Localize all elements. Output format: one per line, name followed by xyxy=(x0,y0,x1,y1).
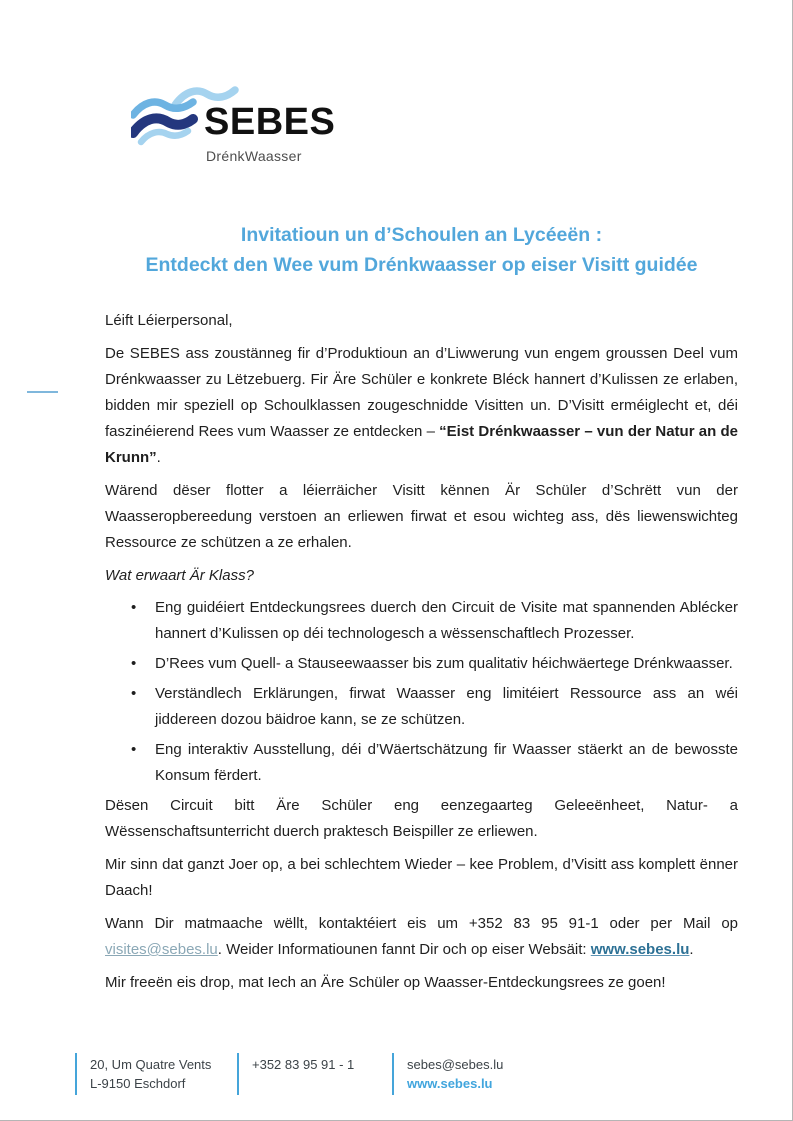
intro-text: De SEBES ass zoustänneg fir d’Produktioun an d’Liwwerung vun engem groussen Deel vum Drénkwaasser zu Lëtzebuerg. Fir Äre Schüler e konkrete Bléck hannert d’Kulissen ze erlaben, bidden mir speziell op Schoulklassen zougeschnidde Visitten un. D’Visitt erméiglecht et, déi faszinéierend Rees vum Waasser ze entdecken – xyxy=(105,345,738,440)
letter-body xyxy=(105,308,738,1003)
footer-phone xyxy=(237,1053,392,1095)
closing-paragraph: Mir freeën eis drop, mat Iech an Äre Schüler op Waasser-Entdeckungsrees ze goen! xyxy=(105,974,666,991)
list-item-text: Eng interaktiv Ausstellung, déi d’Wäertschätzung fir Waasser stäerkt an de bewosste Konsum fërdert. xyxy=(155,741,738,784)
contact-text-before: Wann Dir matmaache wëllt, kontaktéiert eis um +352 83 95 91-1 oder per Mail op xyxy=(105,915,738,932)
document-title-line1: Invitatioun un d’Schoulen an Lycéeën : xyxy=(240,224,603,246)
intro-bold-quote: “Eist Drénkwaasser – vun der Natur an de Krunn” xyxy=(105,423,739,466)
logo-brand-text: SEBES xyxy=(204,101,336,143)
list-item-text: Eng guidéiert Entdeckungsrees duerch den Circuit de Visite mat spannenden Ablécker hannert d’Kulissen op déi technologesch a wëssenschaftlech Prozesser. xyxy=(155,599,738,642)
list-item xyxy=(105,681,738,733)
highlights-list xyxy=(105,595,738,789)
footer-address-line2: L-9150 Eschdorf xyxy=(90,1076,186,1091)
document-title xyxy=(105,220,738,280)
document-title-line2: Entdeckt den Wee vum Drénkwaasser op eiser Visitt guidée xyxy=(145,254,698,276)
list-item-text: Verständlech Erklärungen, firwat Waasser eng limitéiert Ressource ass an wéi jiddereen dozou bäidroe kann, se ze schützen. xyxy=(155,685,738,728)
email-link[interactable]: visites@sebes.lu xyxy=(105,941,218,958)
margin-dash xyxy=(27,391,58,393)
website-link[interactable]: www.sebes.lu xyxy=(590,941,690,958)
footer-phone-number: +352 83 95 91 - 1 xyxy=(252,1057,355,1072)
footer-contact xyxy=(392,1053,503,1095)
footer-website-link[interactable]: www.sebes.lu xyxy=(407,1076,493,1091)
wave-medium xyxy=(133,102,193,115)
opening-hours-paragraph: Mir sinn dat ganzt Joer op, a bei schlechtem Wieder – kee Problem, d’Visitt ass komplett ënner Daach! xyxy=(105,856,738,899)
visit-paragraph: Wärend dëser flotter a léierräicher Visitt kënnen Är Schüler d’Schrëtt vun der Waasseropbereedung verstoen an erliewen firwat et esou wichteg ass, dës liewenswichteg Ressource ze schützen a ze erhalen. xyxy=(105,482,738,551)
list-item xyxy=(105,651,738,677)
list-item xyxy=(105,737,738,789)
list-item-text: D’Rees vum Quell- a Stauseewaasser bis zum qualitativ héichwäertege Drénkwaasser. xyxy=(155,655,733,672)
contact-text-between: . Weider Informatiounen fannt Dir och op eiser Websäit: xyxy=(217,941,591,958)
intro-paragraph xyxy=(105,341,738,471)
footer-address-line1: 20, Um Quatre Vents xyxy=(90,1057,212,1072)
sebes-logo xyxy=(131,84,371,170)
list-item xyxy=(105,595,738,647)
footer xyxy=(75,1053,503,1095)
wave-bottom-light xyxy=(141,131,188,142)
class-question: Wat erwaart Är Klass? xyxy=(105,567,254,584)
circuit-paragraph: Dësen Circuit bitt Äre Schüler eng eenzegaarteg Geleeënheet, Natur- a Wëssenschaftsunterricht duerch praktesch Beispiller ze erliewen. xyxy=(105,797,738,840)
contact-period: . xyxy=(689,941,694,958)
footer-email: sebes@sebes.lu xyxy=(407,1057,504,1072)
intro-period: . xyxy=(156,449,161,466)
salutation: Léift Léierpersonal, xyxy=(105,312,233,329)
contact-paragraph xyxy=(105,911,738,963)
footer-address xyxy=(75,1053,237,1095)
logo-tagline: DrénkWaasser xyxy=(206,148,302,164)
